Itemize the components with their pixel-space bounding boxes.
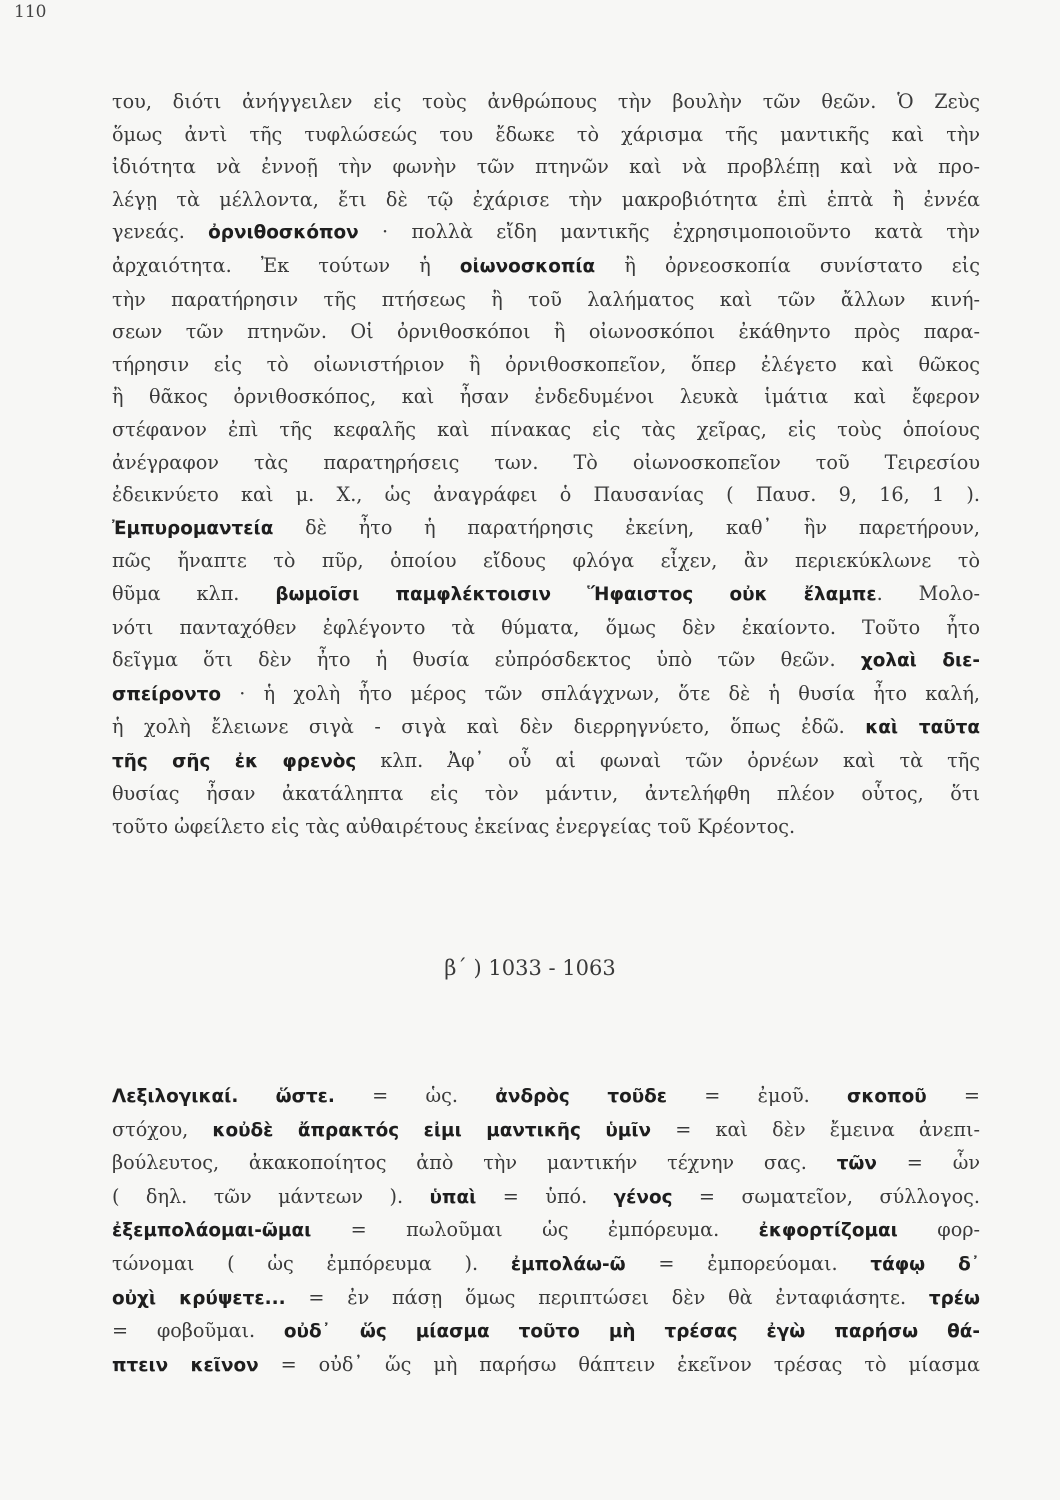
text-run: βούλευτος, ἀκακοποίητος ἀπὸ τὴν μαντικήν τέχνην σας. <box>112 1151 837 1175</box>
text-line <box>112 1080 980 1114</box>
text-run: στέφανον ἐπὶ τῆς κεφαλῆς καὶ πίνακας εἰς τὰς χεῖρας, εἰς τοὺς ὁποίους <box>112 417 980 441</box>
text-run: = ἐμοῦ. <box>667 1084 848 1107</box>
bold-term: κοὐδὲ ἄπρακτός εἰμι μαντικῆς ὑμῖν <box>212 1119 652 1141</box>
text-run: κλπ. Ἀφ᾽ οὗ αἱ φωναὶ τῶν ὀρνέων καὶ τὰ τῆς <box>356 748 980 772</box>
vocabulary-text <box>112 1080 980 1382</box>
text-run: θῦμα κλπ. <box>112 581 276 605</box>
text-line <box>112 479 980 512</box>
page-number: 110 <box>14 2 47 22</box>
bold-term: οὐχὶ κρύψετε... <box>112 1287 286 1309</box>
text-line <box>112 381 980 414</box>
text-run: ὅμως ἀντὶ τῆς τυφλώσεώς του ἔδωκε τὸ χάρισμα τῆς μαντικῆς καὶ τὴν <box>112 122 980 146</box>
bold-term: ἀνδρὸς τοῦδε <box>495 1086 668 1107</box>
text-run: δεῖγμα ὅτι δὲν ἦτο ἡ θυσία εὐπρόσδεκτος ὑπὸ τῶν θεῶν. <box>112 648 861 672</box>
text-run: τὴν παρατήρησιν τῆς πτήσεως ἢ τοῦ λαλήματος καὶ τῶν ἄλλων κινή- <box>112 287 980 311</box>
text-run: · πολλὰ εἴδη μαντικῆς ἐχρησιμοποιοῦντο κατὰ τὴν <box>358 220 980 244</box>
text-run: = σωματεῖον, σύλλογος. <box>672 1184 980 1208</box>
text-line <box>112 1114 980 1148</box>
bold-term: ἐμπολάω-ῶ <box>510 1253 626 1275</box>
text-line <box>112 1248 980 1282</box>
text-line <box>112 811 980 844</box>
text-run: = φοβοῦμαι. <box>112 1319 284 1343</box>
text-line <box>112 1349 980 1383</box>
text-run: = πωλοῦμαι ὡς ἐμπόρευμα. <box>311 1218 759 1242</box>
bold-term: τάφῳ δ᾽ <box>870 1253 980 1275</box>
bold-term: καὶ ταῦτα <box>865 717 980 739</box>
text-line <box>112 644 980 678</box>
bold-term: σπείροντο <box>112 683 221 705</box>
text-line <box>112 1214 980 1248</box>
text-run: του, διότι ἀνήγγειλεν εἰς τοὺς ἀνθρώπους τὴν βουλὴν τῶν θεῶν. Ὁ Ζεὺς <box>112 90 980 113</box>
text-run: στόχου, <box>112 1117 213 1141</box>
bold-term: ὀρνιθοσκόπον <box>208 222 359 244</box>
bold-term: Λεξιλογικαί. <box>112 1086 239 1107</box>
text-line <box>112 184 980 217</box>
text-run: = ἐμπορεύομαι. <box>625 1251 871 1275</box>
text-run: = ὡς. <box>334 1084 496 1107</box>
bold-term: σκοποῦ <box>847 1086 927 1107</box>
text-run: ἀνέγραφον τὰς παρατηρήσεις των. Τὸ οἰωνοσκοπεῖον τοῦ Τειρεσίου <box>112 450 980 474</box>
text-run: γενεάς. <box>112 220 209 244</box>
text-line <box>112 414 980 447</box>
bold-term: Ἐμπυρομαντεία <box>112 517 274 539</box>
text-run: ἐδεικνύετο καὶ μ. Χ., ὡς ἀναγράφει ὁ Παυσανίας ( Παυσ. 9, 16, 1 ). <box>112 483 980 507</box>
text-run: λέγῃ τὰ μέλλοντα, ἔτι δὲ τῷ ἐχάρισε τὴν μακροβιότητα ἐπὶ ἑπτὰ ἢ ἐννέα <box>112 187 980 211</box>
text-line <box>112 349 980 382</box>
text-line <box>112 250 980 284</box>
bold-term: ἐξεμπολάομαι-ῶμαι <box>112 1220 312 1242</box>
text-line <box>112 284 980 317</box>
text-run: = καὶ δὲν ἔμεινα ἀνεπι- <box>651 1117 981 1141</box>
text-line <box>112 1282 980 1316</box>
text-line <box>112 778 980 811</box>
bold-term: οὐδ᾽ ὥς μίασμα τοῦτο μὴ τρέσας ἐγὼ παρήσω θά- <box>283 1321 980 1343</box>
text-run: = <box>926 1084 980 1107</box>
text-line <box>112 447 980 480</box>
bold-term: τρέω <box>928 1287 981 1309</box>
text-run: = ὑπό. <box>476 1184 614 1208</box>
text-run: τήρησιν εἰς τὸ οἰωνιστήριον ἢ ὀρνιθοσκοπεῖον, ὅπερ ἐλέγετο καὶ θῶκος <box>112 352 980 376</box>
text-run: φορ- <box>897 1218 981 1242</box>
bold-term: τῆς σῆς ἐκ φρενὸς <box>112 750 357 772</box>
text-run: ἢ ὀρνεοσκοπία συνίστατο εἰς <box>595 253 980 277</box>
text-run: θυσίας ἦσαν ἀκατάληπτα εἰς τὸν μάντιν, ἀντελήφθη πλέον οὗτος, ὅτι <box>112 782 980 806</box>
bold-term: τῶν <box>836 1153 877 1175</box>
text-line <box>112 86 980 119</box>
text-line <box>112 745 980 779</box>
text-run: τοῦτο ὠφείλετο εἰς τὰς αὐθαιρέτους ἐκείνας ἐνεργείας τοῦ Κρέοντος. <box>112 815 796 839</box>
text-line <box>112 612 980 645</box>
text-line <box>112 578 980 612</box>
text-run: ἡ χολὴ ἔλειωνε σιγὰ - σιγὰ καὶ δὲν διερρηγνύετο, ὅπως ἐδῶ. <box>112 715 866 739</box>
section-heading: β΄ ) 1033 - 1063 <box>444 956 616 980</box>
text-line <box>112 316 980 349</box>
bold-term: πτειν κεῖνον <box>112 1354 259 1376</box>
bold-term: βωμοῖσι παμφλέκτοισιν Ἥφαιστος οὐκ ἔλαμπε <box>275 583 877 605</box>
text-run: δὲ ἦτο ἡ παρατήρησις ἐκείνη, καθ᾽ ἣν παρετήρουν, <box>273 515 980 539</box>
text-line <box>112 216 980 250</box>
text-run: ἀρχαιότητα. Ἐκ τούτων ἡ <box>112 253 460 277</box>
text-line <box>112 545 980 578</box>
text-run: = ὧν <box>876 1151 980 1175</box>
bold-term: οἰωνοσκοπία <box>459 255 596 277</box>
text-line <box>112 512 980 546</box>
text-run <box>238 1084 275 1107</box>
text-line <box>112 678 980 712</box>
bold-term: γένος <box>613 1186 673 1208</box>
bold-term: ὑπαὶ <box>429 1186 477 1208</box>
bold-term: ἐκφορτίζομαι <box>758 1220 898 1242</box>
text-run: σεων τῶν πτηνῶν. Οἱ ὀρνιθοσκόποι ἢ οἰωνοσκόποι ἐκάθηντο πρὸς παρα- <box>112 320 980 344</box>
text-run: τώνομαι ( ὡς ἐμπόρευμα ). <box>112 1251 511 1275</box>
text-line <box>112 1315 980 1349</box>
text-line <box>112 1181 980 1215</box>
text-run: . Μολο- <box>876 581 980 605</box>
text-run: ἢ θᾶκος ὀρνιθοσκόπος, καὶ ἦσαν ἐνδεδυμένοι λευκὰ ἱμάτια καὶ ἔφερον <box>112 385 980 409</box>
text-line <box>112 119 980 152</box>
bold-term: ὥστε. <box>275 1086 335 1107</box>
text-run: νότι πανταχόθεν ἐφλέγοντο τὰ θύματα, ὅμως δὲν ἐκαίοντο. Τοῦτο ἦτο <box>112 615 980 639</box>
text-run: ( δηλ. τῶν μάντεων ). <box>112 1184 430 1208</box>
bold-term: χολαὶ διε- <box>860 650 980 672</box>
text-run: = ἐν πάσῃ ὅμως περιπτώσει δὲν θὰ ἐνταφιάσητε. <box>285 1285 929 1309</box>
text-line <box>112 151 980 184</box>
text-line <box>112 711 980 745</box>
text-line <box>112 1147 980 1181</box>
text-run: · ἡ χολὴ ἦτο μέρος τῶν σπλάγχνων, ὅτε δὲ ἡ θυσία ἦτο καλή, <box>220 681 980 705</box>
text-run: = οὐδ᾽ ὥς μὴ παρήσω θάπτειν ἐκεῖνον τρέσας τὸ μίασμα <box>258 1352 980 1376</box>
commentary-text <box>112 86 980 844</box>
text-run: ἰδιότητα νὰ ἐννοῇ τὴν φωνὴν τῶν πτηνῶν καὶ νὰ προβλέπῃ καὶ νὰ προ- <box>112 155 980 179</box>
text-run: πῶς ἤναπτε τὸ πῦρ, ὁποίου εἴδους φλόγα εἶχεν, ἂν περιεκύκλωνε τὸ <box>112 549 980 573</box>
